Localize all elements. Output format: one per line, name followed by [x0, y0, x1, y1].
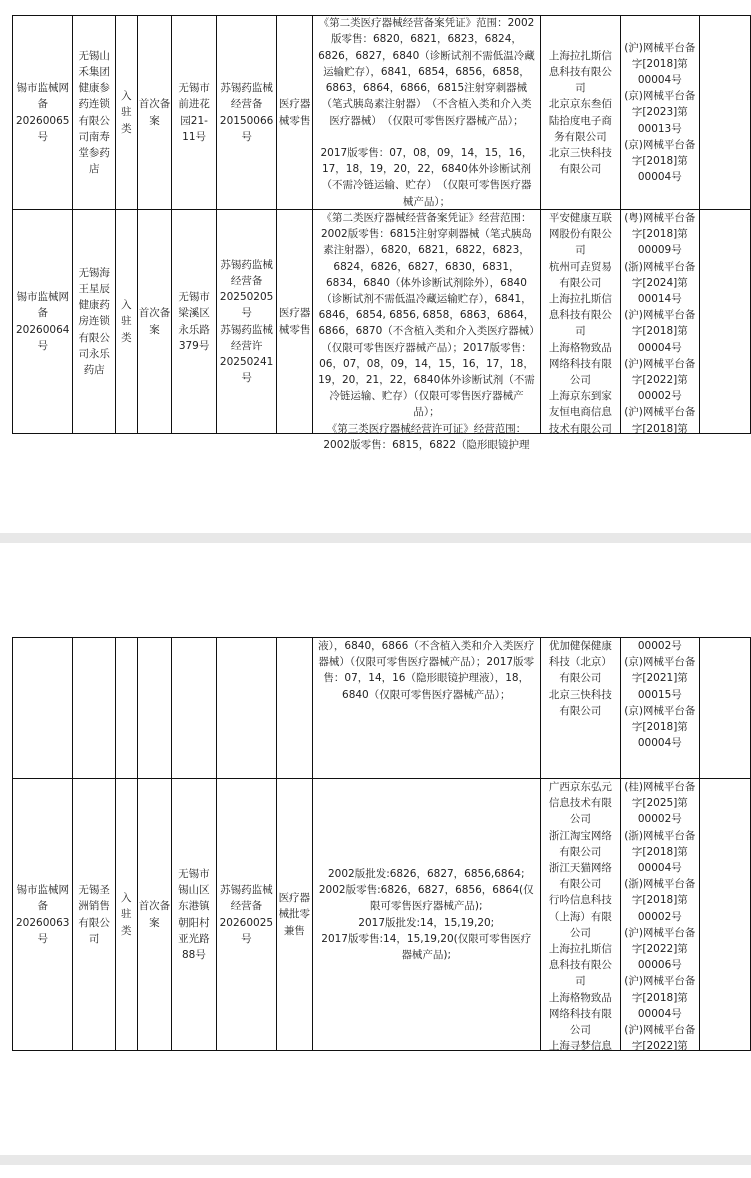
- platform-record-cell-text: (沪)网械平台备字[2018]第00004号 (京)网械平台备字[2023]第00013号 (京)网械平台备字[2018]第00004号: [624, 41, 696, 184]
- company-name-cell: [73, 210, 115, 434]
- address-cell-text: 无锡市锡山区东港镇朝阳村亚光路88号: [178, 867, 210, 961]
- filing-type-cell-text: [138, 638, 172, 778]
- filing-table-page-2: [12, 637, 751, 1051]
- address-cell-text: [172, 638, 215, 778]
- table-row: [13, 16, 751, 210]
- record-number-cell-text: 锡市监械网备20260065号: [16, 82, 70, 143]
- business-mode-cell-text: 医疗器械批零兼售: [278, 892, 311, 937]
- filing-type-cell-text: 首次备案: [138, 900, 171, 929]
- note-cell: [699, 638, 750, 779]
- platform-record-cell-text: 00002号 (京)网械平台备字[2021]第00015号 (京)网械平台备字[2018]第00004号: [624, 640, 696, 750]
- business-mode-cell: [277, 210, 313, 434]
- business-scope-cell: [312, 210, 540, 451]
- address-cell: [172, 638, 216, 779]
- note-cell: [699, 16, 750, 210]
- note-cell-text: [700, 638, 750, 778]
- license-number-cell-text: 苏锡药监械经营备20150066号: [219, 82, 274, 143]
- type-cell: [115, 638, 137, 779]
- license-number-cell: [216, 638, 276, 779]
- platform-company-cell-text: 优加健保健康科技（北京）有限公司 北京三快科技有限公司: [548, 640, 612, 717]
- business-mode-cell-text: 医疗器械零售: [278, 307, 311, 336]
- business-scope-cell: [312, 779, 540, 1051]
- type-cell: [115, 16, 137, 210]
- company-name-cell: [73, 779, 115, 1051]
- company-name-cell: [73, 638, 115, 779]
- company-name-cell-text: 无锡山禾集团健康参药连锁有限公司南寿堂参药店: [78, 49, 110, 176]
- type-cell: [115, 210, 137, 434]
- filing-type-cell: [137, 779, 172, 1051]
- business-scope-cell-text: 《第二类医疗器械经营备案凭证》经营范围：2002版零售：6815注射穿刺器械（笔式胰岛素注射器），6820，6821，6822，6823，6824，6826，6827，6830，6831，6834，6840（体外诊断试剂除外），6840（诊断试剂不需低温冷藏运输贮存），6841，6846，6854, 6856, 6858，6863，6864，6866，6870（不含植入类和介入类医疗器械）（仅限可零售医疗器械产品）；2017版零售：06，07，08，09，14，15，16，17，18，19，20，21，22，6840体外诊断试剂（不需冷链运输、贮存）（仅限可零售医疗器械产品）； 《第三类医疗器械经营许可证》经营范围：2002版零售：6815，6822（隐形眼镜护理: [318, 212, 535, 451]
- note-cell-text: [700, 16, 750, 209]
- record-number-cell: [13, 638, 73, 779]
- company-name-cell-text: [73, 638, 114, 778]
- platform-record-cell: [620, 16, 699, 210]
- business-scope-cell: [312, 638, 540, 779]
- license-number-cell-text: 苏锡药监械经营备20250205号 苏锡药监械经营许20250241号: [219, 258, 274, 385]
- license-number-cell-text: [217, 638, 276, 778]
- filing-type-cell: [137, 16, 172, 210]
- platform-company-cell: [540, 638, 620, 779]
- license-number-cell: [216, 16, 276, 210]
- record-number-cell: [13, 16, 73, 210]
- record-number-cell-text: 锡市监械网备20260063号: [16, 884, 70, 945]
- platform-company-cell: [540, 779, 620, 1051]
- record-number-cell: [13, 779, 73, 1051]
- filing-type-cell: [137, 638, 172, 779]
- note-cell: [699, 779, 750, 1051]
- note-cell-text: [700, 210, 750, 433]
- type-cell-text: 入驻类: [121, 892, 132, 937]
- business-mode-cell: [277, 16, 313, 210]
- note-cell-text: [700, 779, 750, 1050]
- business-mode-cell: [277, 779, 312, 1051]
- address-cell-text: 无锡市前进花园21-11号: [178, 82, 210, 143]
- company-name-cell: [73, 16, 115, 210]
- business-scope-cell-text: 液），6840，6866（不含植入类和介入类医疗器械）（仅限可零售医疗器械产品）；2017版零售：07，14，16（隐形眼镜护理液），18，6840（仅限可零售医疗器械产品）；: [318, 640, 535, 701]
- filing-type-cell-text: 首次备案: [138, 307, 171, 336]
- table-row: [13, 638, 751, 779]
- platform-record-cell: [620, 779, 699, 1051]
- license-number-cell-text: 苏锡药监械经营备20260025号: [219, 884, 274, 945]
- filing-type-cell: [137, 210, 172, 434]
- business-mode-cell: [277, 638, 312, 779]
- page-separator: [0, 1155, 751, 1165]
- platform-company-cell-text: 平安健康互联网股份有限公司 杭州可垚贸易有限公司 上海拉扎斯信息科技有限公司 上海格物致品网络科技有限公司 上海京东到家友恒电商信息技术有限公司: [548, 212, 612, 435]
- platform-company-cell-text: 上海拉扎斯信息科技有限公司 北京京东叁佰陆拾度电子商务有限公司 北京三快科技有限公司: [548, 49, 612, 176]
- platform-company-cell: [541, 210, 621, 434]
- license-number-cell: [216, 779, 276, 1051]
- platform-company-cell-text: 广西京东弘元信息技术有限公司 浙江淘宝网络有限公司 浙江天猫网络有限公司 行吟信息科技（上海）有限公司 上海拉扎斯信息科技有限公司 上海格物致品网络科技有限公司 上海寻梦信息: [548, 781, 612, 1053]
- type-cell-text: [116, 638, 137, 778]
- address-cell: [172, 210, 217, 434]
- page-separator: [0, 533, 751, 543]
- platform-record-cell-text: (粤)网械平台备字[2018]第00009号 (浙)网械平台备字[2024]第00014号 (沪)网械平台备字[2018]第00004号 (沪)网械平台备字[2022]第00002号 (沪)网械平台备字[2018]第: [624, 212, 696, 435]
- filing-type-cell-text: 首次备案: [138, 98, 171, 127]
- type-cell-text: 入驻类: [121, 90, 132, 135]
- table-row: [13, 210, 751, 434]
- address-cell: [172, 779, 216, 1051]
- business-scope-cell-text: 《第二类医疗器械经营备案凭证》范围：2002版零售：6820，6821，6823，6824，6826，6827，6840（诊断试剂不需低温冷藏运输贮存），6841，6854，6856，6858，6863，6864，6866，6815注射穿刺器械（笔式胰岛素注射器） （不含植入类和介入类医疗器械） （仅限可零售医疗器械产品）； 2017版零售：07，08，09，14，15，16，17，18，19，20，22，6840体外诊断试剂（不需冷链运输、贮存） （仅限可零售医疗器械产品）；: [318, 17, 535, 208]
- table-row: [13, 779, 751, 1051]
- type-cell-text: 入驻类: [121, 299, 132, 344]
- platform-record-cell: [620, 638, 699, 779]
- platform-record-cell: [620, 210, 699, 434]
- record-number-cell: [13, 210, 73, 434]
- license-number-cell: [216, 210, 276, 434]
- filing-table-page-1: [12, 15, 751, 451]
- record-number-cell-text: [13, 638, 72, 778]
- company-name-cell-text: 无锡海王星辰健康药房连锁有限公司永乐药店: [78, 266, 110, 376]
- address-cell: [172, 16, 217, 210]
- business-mode-cell-text: 医疗器械零售: [278, 98, 311, 127]
- business-mode-cell-text: [277, 638, 311, 778]
- company-name-cell-text: 无锡圣洲销售有限公司: [78, 884, 110, 945]
- address-cell-text: 无锡市梁溪区永乐路379号: [178, 291, 210, 352]
- note-cell: [699, 210, 750, 434]
- platform-record-cell-text: (桂)网械平台备字[2025]第00002号 (浙)网械平台备字[2018]第00004号 (浙)网械平台备字[2018]第00002号 (沪)网械平台备字[2022]第00006号 (沪)网械平台备字[2018]第00004号 (沪)网械平台备字[2022]第: [624, 781, 696, 1053]
- record-number-cell-text: 锡市监械网备20260064号: [16, 291, 70, 352]
- business-scope-cell: [312, 16, 540, 210]
- business-scope-cell-text: 2002版批发:6826，6827，6856,6864; 2002版零售:6826，6827，6856，6864(仅限可零售医疗器械产品); 2017版批发:14，15,19,20; 2017版零售:14，15,19,20(仅限可零售医疗器械产品);: [318, 867, 534, 961]
- platform-company-cell: [541, 16, 621, 210]
- type-cell: [115, 779, 137, 1051]
